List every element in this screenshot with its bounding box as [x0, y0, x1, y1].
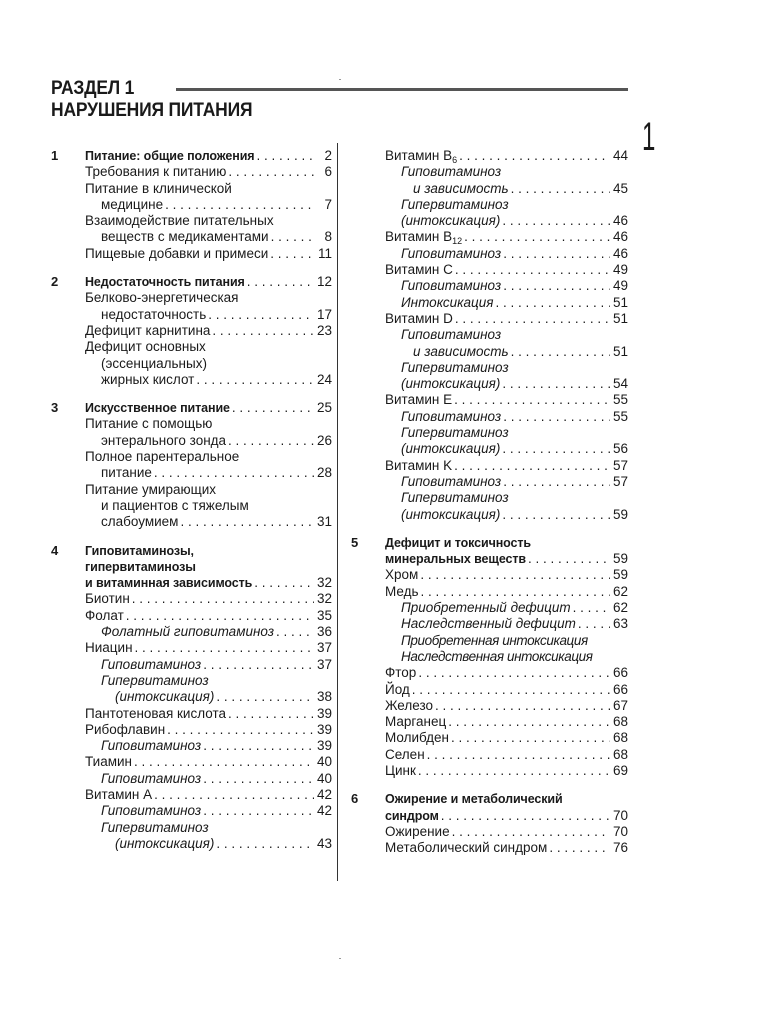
- toc-entry-line: Гиповитаминоз: [401, 327, 502, 343]
- toc-entry[interactable]: Метаболический синдром . . . 76: [385, 840, 628, 856]
- chapter-4-continued: [351, 148, 628, 523]
- toc-entry[interactable]: Марганец . . . 68: [385, 714, 628, 730]
- toc-entry[interactable]: Витамин C . . . 49: [385, 262, 628, 278]
- toc-entry-line: (эссенциальных): [101, 355, 207, 371]
- toc-entry[interactable]: Селен . . . 68: [385, 747, 628, 763]
- toc-entry-line: Полное парентеральное: [85, 449, 240, 465]
- chapter-number: 6: [351, 791, 359, 807]
- chapter-number: 5: [351, 534, 359, 550]
- chapter-title-line: гипервитаминозы: [85, 559, 196, 574]
- toc-entry[interactable]: Искусственное питание . . . 25: [85, 400, 332, 416]
- toc-entry-line: и пациентов с тяжелым: [101, 497, 249, 513]
- page-number: 1: [642, 115, 656, 159]
- toc-entry-line: Гипервитаминоз: [101, 672, 209, 688]
- toc-entry-line: Белково-энергетическая: [85, 290, 239, 306]
- toc-right-column: [351, 148, 628, 868]
- toc-entry[interactable]: Интоксикация . . . 51: [385, 295, 628, 311]
- toc-entry[interactable]: Цинк . . . 69: [385, 763, 628, 779]
- toc-entry-line: Гипервитаминоз: [401, 359, 509, 375]
- print-mark: [339, 958, 341, 959]
- toc-entry[interactable]: Пантотеновая кислота . . . 39: [85, 706, 332, 722]
- toc-entry-line: Питание в клинической: [85, 180, 232, 196]
- toc-entry[interactable]: Пищевые добавки и примеси . . . 11: [85, 246, 332, 262]
- toc-entry[interactable]: Ожирение . . . 70: [385, 824, 628, 840]
- section-label: РАЗДЕЛ 1: [51, 78, 135, 99]
- toc-entry[interactable]: (интоксикация) . . . 56: [385, 441, 628, 457]
- toc-entry[interactable]: Гиповитаминоз . . . 55: [385, 409, 628, 425]
- toc-entry[interactable]: Фтор . . . 66: [385, 665, 628, 681]
- toc-entry[interactable]: Тиамин . . . 40: [85, 754, 332, 770]
- toc-entry[interactable]: Дефицит карнитина . . . 23: [85, 323, 332, 339]
- toc-entry[interactable]: Хром . . . 59: [385, 567, 628, 583]
- toc-entry[interactable]: (интоксикация) . . . 38: [85, 689, 332, 705]
- chapter-6: [351, 791, 628, 856]
- toc-entry-line: Гиповитаминоз: [401, 164, 502, 180]
- toc-entry[interactable]: Витамин K . . . 57: [385, 458, 628, 474]
- toc-entry[interactable]: Фолатный гиповитаминоз . . . 36: [85, 624, 332, 640]
- toc-entry[interactable]: недостаточность . . . 17: [85, 307, 332, 323]
- toc-entry[interactable]: Ниацин . . . 37: [85, 640, 332, 656]
- header-rule: [176, 88, 628, 91]
- toc-entry-line: Гипервитаминоз: [401, 196, 509, 212]
- toc-entry[interactable]: Витамин $B_{12}$ . . . 46: [385, 229, 628, 245]
- toc-entry-line: Гипервитаминоз: [401, 490, 509, 506]
- toc-entry[interactable]: жирных кислот . . . 24: [85, 372, 332, 388]
- section-title: НАРУШЕНИЯ ПИТАНИЯ: [51, 100, 253, 121]
- toc-entry[interactable]: (интоксикация) . . . 54: [385, 376, 628, 392]
- toc-entry[interactable]: минеральных веществ . . . 59: [385, 551, 628, 567]
- toc-entry[interactable]: Витамин $B_6$ . . . 44: [385, 148, 628, 164]
- column-divider: [337, 143, 338, 881]
- toc-entry[interactable]: медицине . . . 7: [85, 197, 332, 213]
- toc-entry[interactable]: Рибофлавин . . . 39: [85, 722, 332, 738]
- toc-entry[interactable]: Витамин E . . . 55: [385, 392, 628, 408]
- toc-entry[interactable]: энтерального зонда . . . 26: [85, 433, 332, 449]
- toc-entry[interactable]: Недостаточность питания . . . 12: [85, 274, 332, 290]
- toc-entry[interactable]: (интоксикация) . . . 59: [385, 507, 628, 523]
- chapter-5: [351, 535, 628, 779]
- toc-entry[interactable]: Требования к питанию . . . 6: [85, 164, 332, 180]
- toc-entry[interactable]: Гиповитаминоз . . . 39: [85, 738, 332, 754]
- toc-entry[interactable]: слабоумием . . . 31: [85, 514, 332, 530]
- chapter-title-line: Дефицит и токсичность: [385, 535, 532, 550]
- toc-entry-line: Питание с помощью: [85, 416, 213, 432]
- toc-entry[interactable]: Биотин . . . 32: [85, 591, 332, 607]
- toc-entry[interactable]: Гиповитаминоз . . . 37: [85, 657, 332, 673]
- toc-entry[interactable]: Железо . . . 67: [385, 698, 628, 714]
- toc-entry-line: Дефицит основных: [85, 339, 206, 355]
- toc-entry[interactable]: Витамин D . . . 51: [385, 311, 628, 327]
- toc-entry[interactable]: (интоксикация) . . . 43: [85, 836, 332, 852]
- toc-entry[interactable]: Фолат . . . 35: [85, 608, 332, 624]
- toc-entry[interactable]: синдром . . . 70: [385, 808, 628, 824]
- chapter-number: 3: [51, 400, 59, 416]
- chapter-1: [51, 148, 332, 262]
- toc-entry[interactable]: и зависимость . . . 45: [385, 181, 628, 197]
- toc-entry[interactable]: Гиповитаминоз . . . 40: [85, 771, 332, 787]
- toc-entry[interactable]: Гиповитаминоз . . . 46: [385, 246, 628, 262]
- toc-entry[interactable]: и витаминная зависимость . . . 32: [85, 575, 332, 591]
- toc-entry-line: Гипервитаминоз: [101, 819, 209, 835]
- chapter-4: [51, 543, 332, 853]
- toc-entry[interactable]: (интоксикация) . . . 46: [385, 213, 628, 229]
- toc-entry[interactable]: Витамин А . . . 42: [85, 787, 332, 803]
- toc-entry[interactable]: питание . . . 28: [85, 465, 332, 481]
- section-header: [51, 78, 270, 122]
- chapter-3: [51, 400, 332, 530]
- toc-entry[interactable]: веществ с медикаментами . . . 8: [85, 229, 332, 245]
- toc-entry[interactable]: Молибден . . . 68: [385, 730, 628, 746]
- toc-entry[interactable]: Медь . . . 62: [385, 584, 628, 600]
- chapter-number: 4: [51, 542, 59, 558]
- toc-left-column: [51, 148, 332, 864]
- chapter-number: 1: [51, 148, 59, 163]
- toc-entry-line: Гипервитаминоз: [401, 425, 509, 441]
- chapter-2: [51, 274, 332, 388]
- toc-entry[interactable]: Приобретенный дефицит . . . 62: [385, 600, 628, 616]
- chapter-number: 2: [51, 274, 59, 290]
- toc-entry-line: Питание умирающих: [85, 481, 216, 497]
- toc-entry[interactable]: Гиповитаминоз . . . 42: [85, 803, 332, 819]
- toc-entry[interactable]: Питание: общие положения . . . 2: [85, 148, 332, 164]
- toc-entry-line: Взаимодействие питательных: [85, 213, 274, 229]
- chapter-title-line: Гиповитаминозы,: [85, 543, 194, 558]
- toc-entry-line: Наследственная интоксикация: [401, 648, 593, 664]
- toc-entry[interactable]: Гиповитаминоз . . . 57: [385, 474, 628, 490]
- toc-entry[interactable]: Гиповитаминоз . . . 49: [385, 278, 628, 294]
- toc-entry[interactable]: Йод . . . 66: [385, 682, 628, 698]
- toc-entry[interactable]: и зависимость . . . 51: [385, 344, 628, 360]
- toc-entry-line: Приобретенная интоксикация: [401, 632, 588, 648]
- toc-entry[interactable]: Наследственный дефицит . . . 63: [385, 616, 628, 632]
- print-mark: [339, 79, 341, 80]
- chapter-title-line: Ожирение и метаболический: [385, 792, 563, 807]
